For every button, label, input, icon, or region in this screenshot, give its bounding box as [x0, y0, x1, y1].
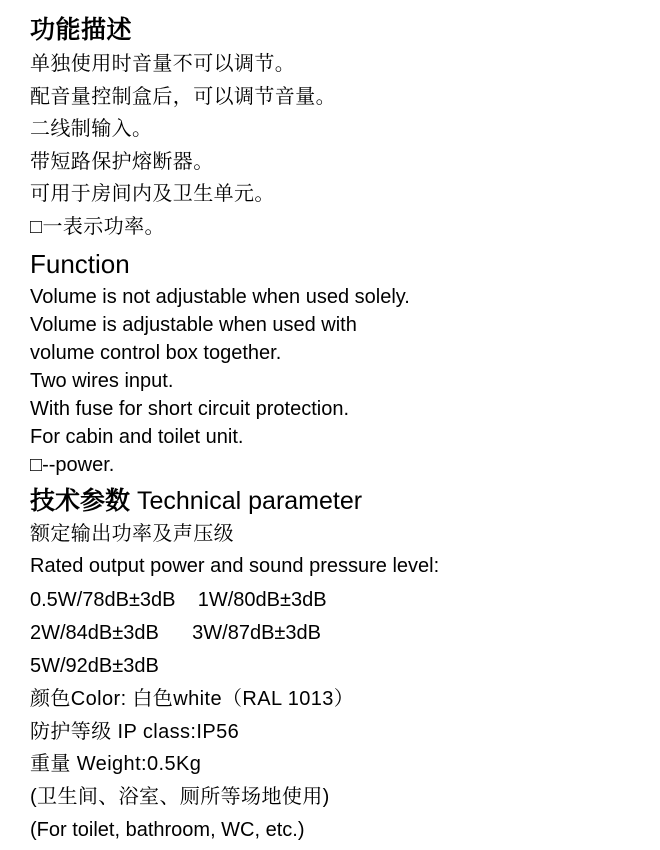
- spec-attribute-ip-class: 防护等级 IP class:IP56: [30, 720, 240, 743]
- function-en-line-5: With fuse for short circuit protection.: [30, 398, 350, 421]
- function-en-line-6: For cabin and toilet unit.: [30, 426, 244, 449]
- spec-usage-en: (For toilet, bathroom, WC, etc.): [30, 818, 305, 841]
- spec-usage-cn: (卫生间、浴室、厕所等场地使用): [30, 785, 330, 808]
- function-cn-body: [30, 48, 640, 244]
- spec-subtitle-cn: 额定输出功率及声压级: [30, 522, 234, 545]
- function-cn-line-4: 带短路保护熔断器。: [30, 150, 214, 173]
- function-cn-line-3: 二线制输入。: [30, 118, 153, 141]
- spec-body: [30, 518, 640, 847]
- spec-subtitle-en: Rated output power and sound pressure level:: [30, 555, 440, 578]
- spec-power-row-1: 0.5W/78dB±3dB 1W/80dB±3dB: [30, 588, 327, 611]
- function-cn-line-6: □一表示功率。: [30, 215, 165, 238]
- function-en-line-7: □--power.: [30, 454, 115, 477]
- section-title-function-en: Function: [30, 248, 130, 279]
- spec-attribute-color: 颜色Color: 白色white（RAL 1013）: [30, 688, 355, 711]
- function-en-line-3: volume control box together.: [30, 342, 282, 365]
- function-en-body: [30, 283, 640, 479]
- function-en-line-2: Volume is adjustable when used with: [30, 314, 357, 337]
- function-en-line-1: Volume is not adjustable when used solely.: [30, 286, 410, 309]
- section-title-spec: [30, 485, 640, 518]
- spec-attribute-weight: 重量 Weight:0.5Kg: [30, 753, 202, 776]
- function-cn-line-5: 可用于房间内及卫生单元。: [30, 183, 275, 206]
- spec-title-cn: 技术参数: [30, 487, 131, 516]
- section-title-function-cn: 功能描述: [30, 16, 133, 44]
- function-cn-line-2: 配音量控制盒后，可以调节音量。: [30, 85, 336, 108]
- spec-title-en: Technical parameter: [136, 487, 363, 516]
- spec-power-row-3: 5W/92dB±3dB: [30, 655, 159, 678]
- function-cn-line-1: 单独使用时音量不可以调节。: [30, 53, 296, 75]
- spec-power-row-2: 2W/84dB±3dB 3W/87dB±3dB: [30, 621, 321, 644]
- function-en-line-4: Two wires input.: [30, 370, 174, 393]
